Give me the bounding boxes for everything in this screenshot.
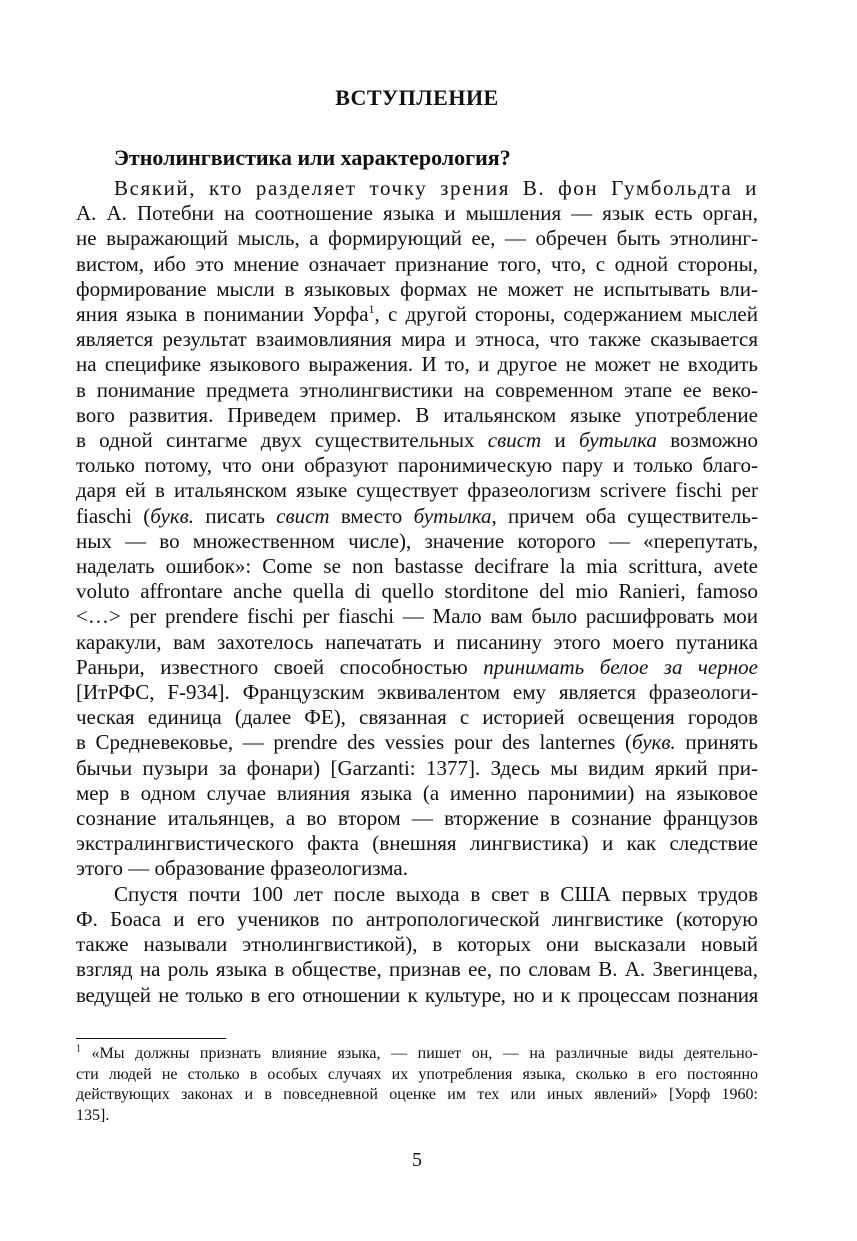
text-line: ных — во множественном числе), значение которого — «перепутать, bbox=[76, 528, 758, 553]
body-text bbox=[76, 176, 758, 1008]
chapter-title: ВСТУПЛЕНИЕ bbox=[335, 85, 499, 110]
text-line: <…> per prendere fischi per fiaschi — Мало вам было расшифровать мои bbox=[76, 604, 758, 629]
text-fragment: Раньри, известного своей способностью bbox=[76, 654, 484, 679]
footnote-line: сти людей не столько в особых случаях их употребления языка, сколько в его постоянно bbox=[76, 1065, 758, 1083]
footnote bbox=[76, 1044, 758, 1126]
italic-term: бутылка bbox=[578, 428, 657, 453]
footnote-marker: 1 bbox=[368, 302, 375, 317]
text-line: [ИтРФС, F-934]. Французским эквивалентом ему является фразеологи- bbox=[76, 680, 758, 705]
text-fragment: , причем оба существитель- bbox=[491, 503, 758, 528]
text-fragment: fiaschi ( bbox=[76, 503, 151, 528]
text-line: вого развития. Приведем пример. В итальянском языке употребление bbox=[76, 402, 758, 427]
text-fragment: возможно bbox=[656, 428, 758, 453]
footnote-marker: 1 bbox=[76, 1043, 81, 1055]
text-fragment: писать bbox=[194, 503, 277, 528]
text-fragment: «Мы должны признать влияние языка, — пишет он, — на различные виды деятельно- bbox=[81, 1045, 758, 1062]
text-line: экстралингвистического факта (внешняя лингвистика) и как следствие bbox=[76, 831, 758, 856]
text-line: Всякий, кто разделяет точку зрения В. фон Гумбольдта и bbox=[114, 176, 758, 200]
text-line: является результат взаимовлияния мира и этноса, что также сказывается bbox=[76, 327, 758, 352]
book-page bbox=[76, 0, 758, 1241]
text-line: даря ей в итальянском языке существует фразеологизм scrivere fischi per bbox=[76, 478, 758, 503]
text-line: наделать ошибок»: Come se non bastasse decifrare la mia scrittura, avete bbox=[76, 554, 758, 579]
footnote-line bbox=[76, 1044, 758, 1065]
text-line: каракули, вам захотелось напечатать и писанину этого моего путаника bbox=[76, 629, 758, 654]
text-line bbox=[76, 302, 758, 327]
text-fragment: вместо bbox=[329, 503, 414, 528]
text-fragment: в Средневековье, — prendre des vessies pour des lanternes ( bbox=[76, 730, 632, 755]
text-line: только потому, что они образуют паронимическую пару и только благо- bbox=[76, 453, 758, 478]
text-line: А. А. Потебни на соотношение языка и мышления — язык есть орган, bbox=[76, 201, 758, 226]
text-line: не выражающий мысль, а формирующий ее, — обречен быть этнолинг- bbox=[76, 226, 758, 251]
text-line: взгляд на роль языка в обществе, признав ее, по словам В. А. Звегинцева, bbox=[76, 957, 758, 982]
italic-term: букв. bbox=[150, 503, 195, 528]
italic-term: букв. bbox=[631, 730, 676, 755]
section-title: Этнолингвистика или характерология? bbox=[114, 145, 511, 170]
italic-term: свист bbox=[487, 428, 542, 453]
text-line: voluto affrontare anche quella di quello storditone del mio Ranieri, famoso bbox=[76, 579, 758, 604]
text-line: сознание итальянцев, а во втором — вторжение в сознание французов bbox=[76, 806, 758, 831]
text-line: Спустя почти 100 лет после выхода в свет в США первых трудов bbox=[114, 881, 758, 906]
text-line bbox=[76, 730, 758, 755]
paragraph-2 bbox=[76, 882, 758, 1008]
text-line: также называли этнолингвистикой), в которых они высказали новый bbox=[76, 932, 758, 957]
italic-term: бутылка bbox=[413, 503, 492, 528]
footnote-divider bbox=[76, 1038, 226, 1039]
footnote-line: 135]. bbox=[76, 1106, 110, 1124]
text-line bbox=[76, 655, 758, 680]
text-line bbox=[76, 428, 758, 453]
text-fragment: и bbox=[541, 428, 579, 453]
text-line: ведущей не только в его отношении к культуре, но и к процессам познания bbox=[76, 982, 758, 1007]
italic-phrase: принимать белое за черное bbox=[483, 654, 758, 679]
text-fragment: , с другой стороны, содержанием мыслей bbox=[374, 302, 758, 327]
paragraph-1 bbox=[76, 176, 758, 882]
text-fragment: принять bbox=[675, 730, 758, 755]
text-line: формирование мысли в языковых формах не может не испытывать вли- bbox=[76, 276, 758, 301]
text-line: Ф. Боаса и его учеников по антропологической лингвистике (которую bbox=[76, 906, 758, 931]
footnote-line: действующих законах и в повседневной оценке им тех или иных явлений» [Уорф 1960: bbox=[76, 1086, 758, 1103]
text-line: в понимание предмета этнолингвистики на современном этапе ее веко- bbox=[76, 377, 758, 402]
page-number: 5 bbox=[412, 1149, 422, 1171]
text-line: вистом, ибо это мнение означает признание того, что, с одной стороны, bbox=[76, 251, 758, 276]
text-line: бычьи пузыри за фонари) [Garzanti: 1377]. Здесь мы видим яркий при- bbox=[76, 755, 758, 780]
text-line: на специфике языкового выражения. И то, и другое не может не входить bbox=[76, 352, 758, 377]
text-line bbox=[76, 504, 758, 529]
italic-term: свист bbox=[276, 503, 330, 528]
text-fragment: в одной синтагме двух существительных bbox=[76, 428, 488, 453]
text-line: этого — образование фразеологизма. bbox=[76, 856, 409, 881]
text-line: мер в одном случае влияния языка (а именно паронимии) на языковое bbox=[76, 780, 758, 805]
text-line: ческая единица (далее ФЕ), связанная с историей освещения городов bbox=[76, 705, 758, 730]
text-fragment: яния языка в понимании Уорфа bbox=[76, 302, 369, 327]
